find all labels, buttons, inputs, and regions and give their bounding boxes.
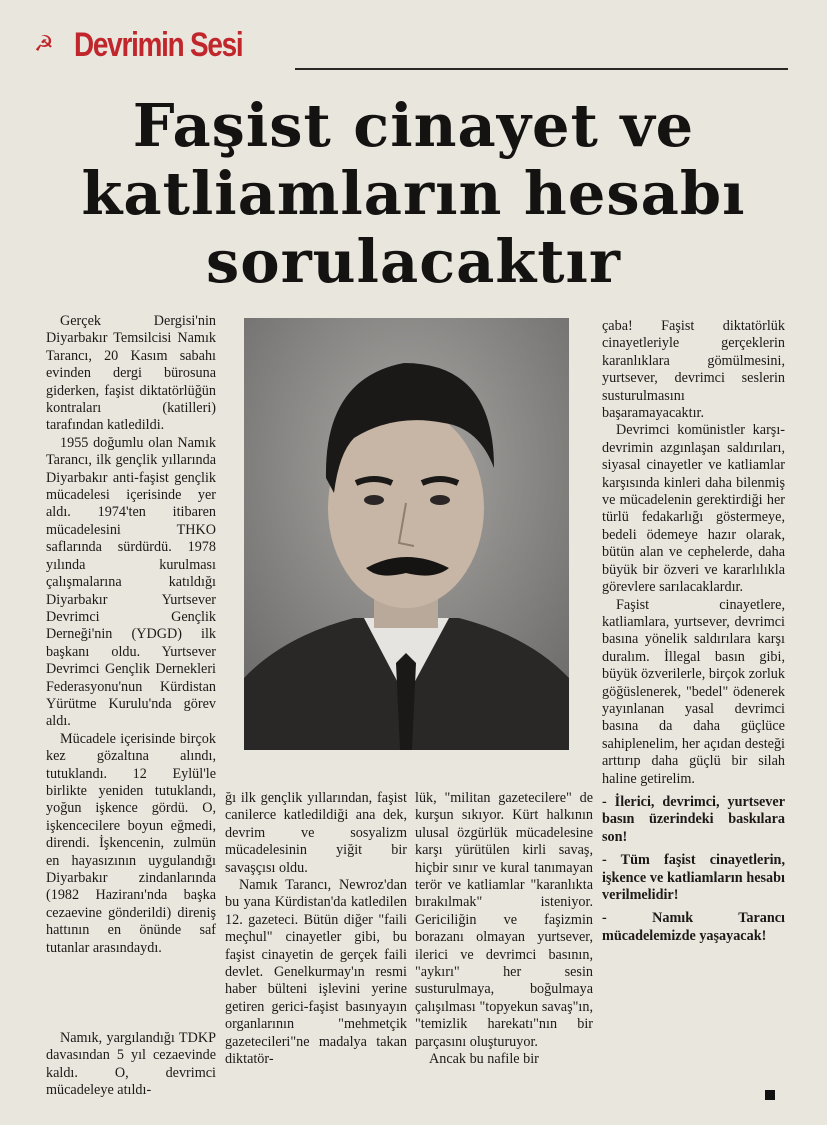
paragraph: çaba! Faşist diktatörlük cinayetleriyle gerçeklerin karanlıklara gömülmesini, yurtsever, devrimci seslerin susturulmasını başaramayacaktır. xyxy=(602,318,785,422)
column-2 xyxy=(225,790,407,1069)
paragraph: Namık Tarancı, Newroz'dan bu yana Kürdistan'da katledilen 12. gazeteci. Bütün diğer "faili meçhul" cinayetler gibi, bu faşist cinayetin de gerçek faili devlet. Genelkurmay'ın resmi haber bülteni işlevini yerine getiren gerici-faşist basınyayın organlarının "mehmetçik gazetecileri"ne madalya takan diktatör- xyxy=(225,877,407,1068)
paragraph: Namık, yargılandığı TDKP davasından 5 yıl cezaevinde kaldı. O, devrimci mücadeleye atıldı- xyxy=(46,1030,216,1099)
masthead-rule xyxy=(295,68,788,70)
end-mark xyxy=(765,1090,775,1100)
paragraph: lük, "militan gazetecilere" de kurşun sıkıyor. Kürt halkının ulusal özgürlük mücadelesine karşı yürütülen kirli savaş, hiçbir sınır ve kural tanımayan terör ve katliamlar "karanlıkta bırakılmak" isteniyor. Gericiliğin ve faşizmin borazanı olmayan yurtsever, ilerici ve devrimci basının, "aykırı" her sesin susturulmaya, boğulmaya çalışılması "topyekun savaş"ın, "temizlik harekatı"nın bir parçasını oluşturuyor. xyxy=(415,790,593,1050)
column-4 xyxy=(602,318,785,945)
headline-line-2: katliamların hesabı xyxy=(81,159,746,228)
publication-name: Devrimin Sesi xyxy=(74,26,243,64)
paragraph: Faşist cinayetlere, katliamlara, yurtsever, devrimci basına yönelik saldırılara karşı duralım. İllegal basın gibi, büyük özverilerle, birçok zorluk göğüslenerek, "bedel" ödenerek yayınlanan yasal devrimci basına da daha güçlüce sahiplenelim, her açıdan desteği arttırıp daha güçlü bir silah haline getirelim. xyxy=(602,596,785,787)
column-3 xyxy=(415,790,593,1069)
portrait-photo xyxy=(244,318,569,750)
paragraph: Gerçek Dergisi'nin Diyarbakır Temsilcisi Namık Tarancı, 20 Kasım sabahı evinden dergi bürosuna giderken, faşist diktatörlüğün kontraları (katilleri) tarafından katledildi. xyxy=(46,313,216,434)
masthead xyxy=(30,26,790,74)
slogan: - Namık Tarancı mücadelemizde yaşayacak! xyxy=(602,910,785,944)
slogan: - Tüm faşist cinayetlerin, işkence ve katliamların hesabı verilmelidir! xyxy=(602,852,785,903)
paragraph: Ancak bu nafile bir xyxy=(429,1051,539,1068)
paragraph: ğı ilk gençlik yıllarından, faşist canilerce katledildiği ana dek, devrim ve sosyalizm mücadelesinin yiğit bir savaşçısı oldu. xyxy=(225,790,407,876)
article-headline xyxy=(20,92,807,296)
column-1 xyxy=(46,313,216,1013)
paragraph: 1955 doğumlu olan Namık Tarancı, ilk gençlik yıllarında Diyarbakır anti-faşist gençlik mücadelesi içerisinde yer aldı. 1974'ten itibaren mücadelesini THKO saflarında sürdürdü. 1978 yılında kurulması çalışmalarına katıldığı Diyarbakır Yurtsever Devrimci Gençlik Derneği'nin (YDGD) ilk başkanı oldu. Yurtsever Devrimci Gençlik Dernekleri Federasyonu'nun Kürdistan Yürütme Kurulu'nda görev aldı. xyxy=(46,434,216,730)
paragraph: Devrimci komünistler karşı-devrimin azgınlaşan saldırıları, siyasal cinayetler ve katliamlar karşısında kinleri daha bilenmiş ve mücadelenin gerektirdiği her türlü fedakarlığı göstermeye, bedeli ödemeye hazır olarak, bütün alan ve cephelerde, daha büyük bir özveri ve kararlılıkla görevlere sarılacaklardır. xyxy=(602,422,785,596)
column-1-bottom xyxy=(46,1030,216,1100)
headline-line-1: Faşist cinayet ve xyxy=(132,91,695,160)
hammer-sickle-icon: ☭ xyxy=(34,32,54,57)
portrait-illustration xyxy=(244,318,569,750)
slogan: - İlerici, devrimci, yurtsever basın üzerindeki baskılara son! xyxy=(602,793,785,845)
paragraph: Mücadele içerisinde birçok kez gözaltına alındı, tutuklandı. 12 Eylül'le birlikte yeniden tutuklandı, yoğun işkence gördü. O, işkencecilere boyun eğmedi, direndi. İşkencenin, zulmün en hayasızının uygulandığı Diyarbakır zindanlarında (1982 Haziranı'nda başka cezaevine gönderildi) direniş hattının en önünde saf tutanlar arasındaydı. xyxy=(46,730,216,956)
headline-line-3: sorulacaktır xyxy=(206,227,621,296)
